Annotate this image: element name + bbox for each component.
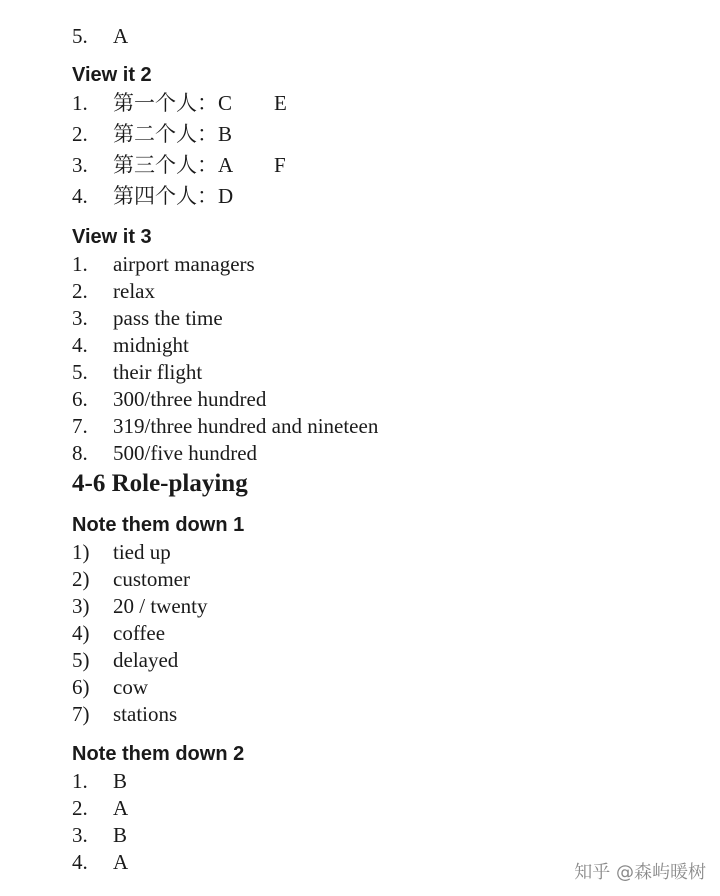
list-item bbox=[72, 277, 155, 305]
item-answer: customer bbox=[113, 567, 190, 591]
list-item bbox=[72, 565, 190, 593]
item-number: 3. bbox=[72, 153, 88, 177]
list-item bbox=[72, 619, 165, 647]
item-answer: A bbox=[113, 850, 129, 874]
item-answer: airport managers bbox=[113, 252, 255, 276]
item-answer: 319/three hundred and nineteen bbox=[113, 414, 379, 438]
list-item bbox=[72, 538, 171, 566]
item-answer: pass the time bbox=[113, 306, 223, 330]
list-item bbox=[72, 794, 128, 822]
list-item bbox=[72, 821, 127, 849]
list-item bbox=[72, 120, 232, 148]
item-answer: relax bbox=[113, 279, 155, 303]
list-item bbox=[72, 439, 257, 467]
item-number: 6) bbox=[72, 675, 90, 699]
item-number: 3. bbox=[72, 823, 88, 847]
list-item bbox=[72, 358, 202, 386]
item-number: 2) bbox=[72, 567, 90, 591]
list-item bbox=[72, 700, 177, 728]
item-answer: 300/three hundred bbox=[113, 387, 267, 411]
item-number: 4. bbox=[72, 850, 88, 874]
list-item bbox=[72, 151, 286, 179]
item-answer: B bbox=[113, 823, 128, 847]
item-answer: 500/five hundred bbox=[113, 441, 258, 465]
list-item bbox=[72, 22, 128, 50]
item-number: 2. bbox=[72, 279, 88, 303]
item-number: 5. bbox=[72, 360, 88, 384]
item-answer: their flight bbox=[113, 360, 203, 384]
heading-note-them-down-1: Note them down 1 bbox=[72, 514, 245, 536]
item-number: 8. bbox=[72, 441, 88, 465]
item-number: 7. bbox=[72, 414, 88, 438]
item-answer: 第二个人：B bbox=[113, 122, 233, 146]
item-number: 4. bbox=[72, 184, 88, 208]
section-title: 4-6 Role-playing bbox=[72, 470, 248, 497]
item-number: 3. bbox=[72, 306, 88, 330]
list-item bbox=[72, 304, 223, 332]
item-answer: 第一个人：C E bbox=[113, 91, 287, 115]
item-number: 3) bbox=[72, 594, 90, 618]
heading-view-it-2: View it 2 bbox=[72, 64, 152, 86]
item-number: 5) bbox=[72, 648, 90, 672]
item-answer: cow bbox=[113, 675, 148, 699]
list-item bbox=[72, 646, 178, 674]
item-number: 1) bbox=[72, 540, 90, 564]
list-item bbox=[72, 250, 255, 278]
list-item bbox=[72, 89, 287, 117]
item-answer: midnight bbox=[113, 333, 189, 357]
item-answer: 第三个人：A F bbox=[113, 153, 286, 177]
item-number: 1. bbox=[72, 769, 88, 793]
item-answer: tied up bbox=[113, 540, 171, 564]
list-item bbox=[72, 767, 127, 795]
item-number: 6. bbox=[72, 387, 88, 411]
item-number: 7) bbox=[72, 702, 90, 726]
heading-view-it-3: View it 3 bbox=[72, 226, 152, 248]
list-item bbox=[72, 848, 128, 876]
list-item bbox=[72, 385, 266, 413]
item-number: 1. bbox=[72, 91, 88, 115]
list-item bbox=[72, 592, 208, 620]
item-answer: 第四个人：D bbox=[113, 184, 234, 208]
item-answer: delayed bbox=[113, 648, 179, 672]
list-item bbox=[72, 673, 148, 701]
list-item bbox=[72, 412, 378, 440]
watermark-text: 知乎 @森屿暖树 bbox=[574, 862, 706, 883]
item-answer: A bbox=[113, 796, 129, 820]
item-number: 2. bbox=[72, 122, 88, 146]
item-number: 2. bbox=[72, 796, 88, 820]
item-answer: coffee bbox=[113, 621, 166, 645]
item-number: 5. bbox=[72, 24, 88, 48]
item-answer: 20 / twenty bbox=[113, 594, 208, 618]
item-answer: stations bbox=[113, 702, 178, 726]
item-number: 1. bbox=[72, 252, 88, 276]
item-answer: B bbox=[113, 769, 128, 793]
item-number: 4) bbox=[72, 621, 90, 645]
list-item bbox=[72, 182, 233, 210]
item-answer: A bbox=[113, 24, 129, 48]
heading-note-them-down-2: Note them down 2 bbox=[72, 743, 245, 765]
list-item bbox=[72, 331, 189, 359]
item-number: 4. bbox=[72, 333, 88, 357]
